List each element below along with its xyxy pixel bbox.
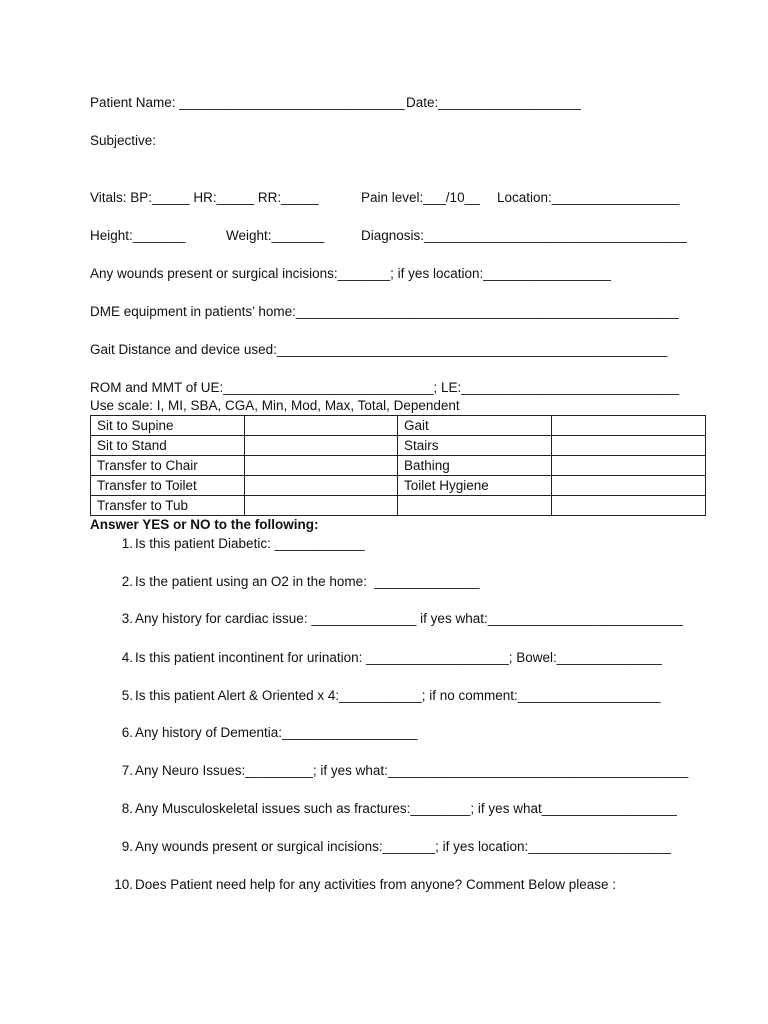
height-field[interactable]: Height:_______: [90, 228, 186, 243]
question-text[interactable]: Is this patient Diabetic: ____________: [135, 536, 365, 551]
adl-score-cell[interactable]: [245, 476, 398, 496]
question-text[interactable]: Is this patient Alert & Oriented x 4:___________; if no comment:___________________: [135, 688, 661, 703]
adl-label: Stairs: [398, 436, 552, 456]
question-text[interactable]: Is this patient incontinent for urination: ___________________; Bowel:______________: [135, 650, 662, 665]
dme-equipment-field[interactable]: DME equipment in patients’ home:___________________________________________________: [90, 304, 679, 319]
adl-score-cell[interactable]: [552, 456, 706, 476]
diagnosis-field[interactable]: Diagnosis:___________________________________: [361, 228, 687, 243]
pain-level-field[interactable]: Pain level:___/10__: [361, 190, 480, 205]
patient-name-field[interactable]: Patient Name: ______________________________: [90, 95, 405, 110]
question-text[interactable]: Any Musculoskeletal issues such as fractures:________; if yes what__________________: [135, 801, 677, 816]
table-row: [91, 476, 706, 496]
question-text[interactable]: Any wounds present or surgical incisions:_______; if yes location:___________________: [135, 839, 671, 854]
question-number: 9.: [121, 839, 133, 854]
pain-location-field[interactable]: Location:_________________: [497, 190, 680, 205]
question-text[interactable]: Any Neuro Issues:_________; if yes what:________________________________________: [135, 763, 689, 778]
adl-score-cell[interactable]: [245, 456, 398, 476]
adl-label: Sit to Stand: [91, 436, 245, 456]
adl-label: Gait: [398, 416, 552, 436]
table-row: [91, 456, 706, 476]
adl-label: Sit to Supine: [91, 416, 245, 436]
adl-score-cell[interactable]: [245, 496, 398, 516]
vitals-field[interactable]: Vitals: BP:_____ HR:_____ RR:_____: [90, 190, 319, 205]
assist-scale-note: Use scale: I, MI, SBA, CGA, Min, Mod, Max, Total, Dependent: [90, 398, 460, 413]
table-row: [91, 416, 706, 436]
subjective-label: Subjective:: [90, 133, 157, 148]
question-number: 8.: [121, 801, 133, 816]
adl-score-cell[interactable]: [552, 496, 706, 516]
question-number: 1.: [121, 536, 133, 551]
adl-label: Transfer to Toilet: [91, 476, 245, 496]
adl-score-cell[interactable]: [552, 416, 706, 436]
question-text[interactable]: Is the patient using an O2 in the home: ______________: [135, 574, 480, 589]
date-field[interactable]: Date:___________________: [406, 95, 581, 110]
adl-label: Toilet Hygiene: [398, 476, 552, 496]
wounds-field[interactable]: Any wounds present or surgical incisions:_______; if yes location:_________________: [90, 266, 611, 281]
adl-label: [398, 496, 552, 516]
gait-distance-field[interactable]: Gait Distance and device used:____________________________________________________: [90, 342, 668, 357]
question-number: 2.: [121, 574, 133, 589]
adl-score-cell[interactable]: [245, 416, 398, 436]
adl-score-cell[interactable]: [552, 476, 706, 496]
questions-heading: Answer YES or NO to the following:: [90, 517, 319, 532]
question-text[interactable]: Any history of Dementia:__________________: [135, 725, 418, 740]
adl-score-cell[interactable]: [552, 436, 706, 456]
adl-label: Transfer to Tub: [91, 496, 245, 516]
question-number: 3.: [121, 611, 133, 626]
table-row: [91, 496, 706, 516]
table-row: [91, 436, 706, 456]
adl-assist-table: [90, 415, 706, 516]
adl-label: Transfer to Chair: [91, 456, 245, 476]
question-number: 5.: [121, 688, 133, 703]
question-number: 4.: [121, 650, 133, 665]
question-number: 7.: [121, 763, 133, 778]
adl-label: Bathing: [398, 456, 552, 476]
weight-field[interactable]: Weight:_______: [226, 228, 325, 243]
question-number: 10.: [114, 877, 133, 892]
adl-score-cell[interactable]: [245, 436, 398, 456]
question-number: 6.: [121, 725, 133, 740]
question-text[interactable]: Any history for cardiac issue: ______________ if yes what:__________________________: [135, 611, 683, 626]
rom-mmt-field[interactable]: ROM and MMT of UE:____________________________; LE:_____________________________: [90, 380, 680, 395]
question-text[interactable]: Does Patient need help for any activities from anyone? Comment Below please :: [135, 877, 617, 892]
